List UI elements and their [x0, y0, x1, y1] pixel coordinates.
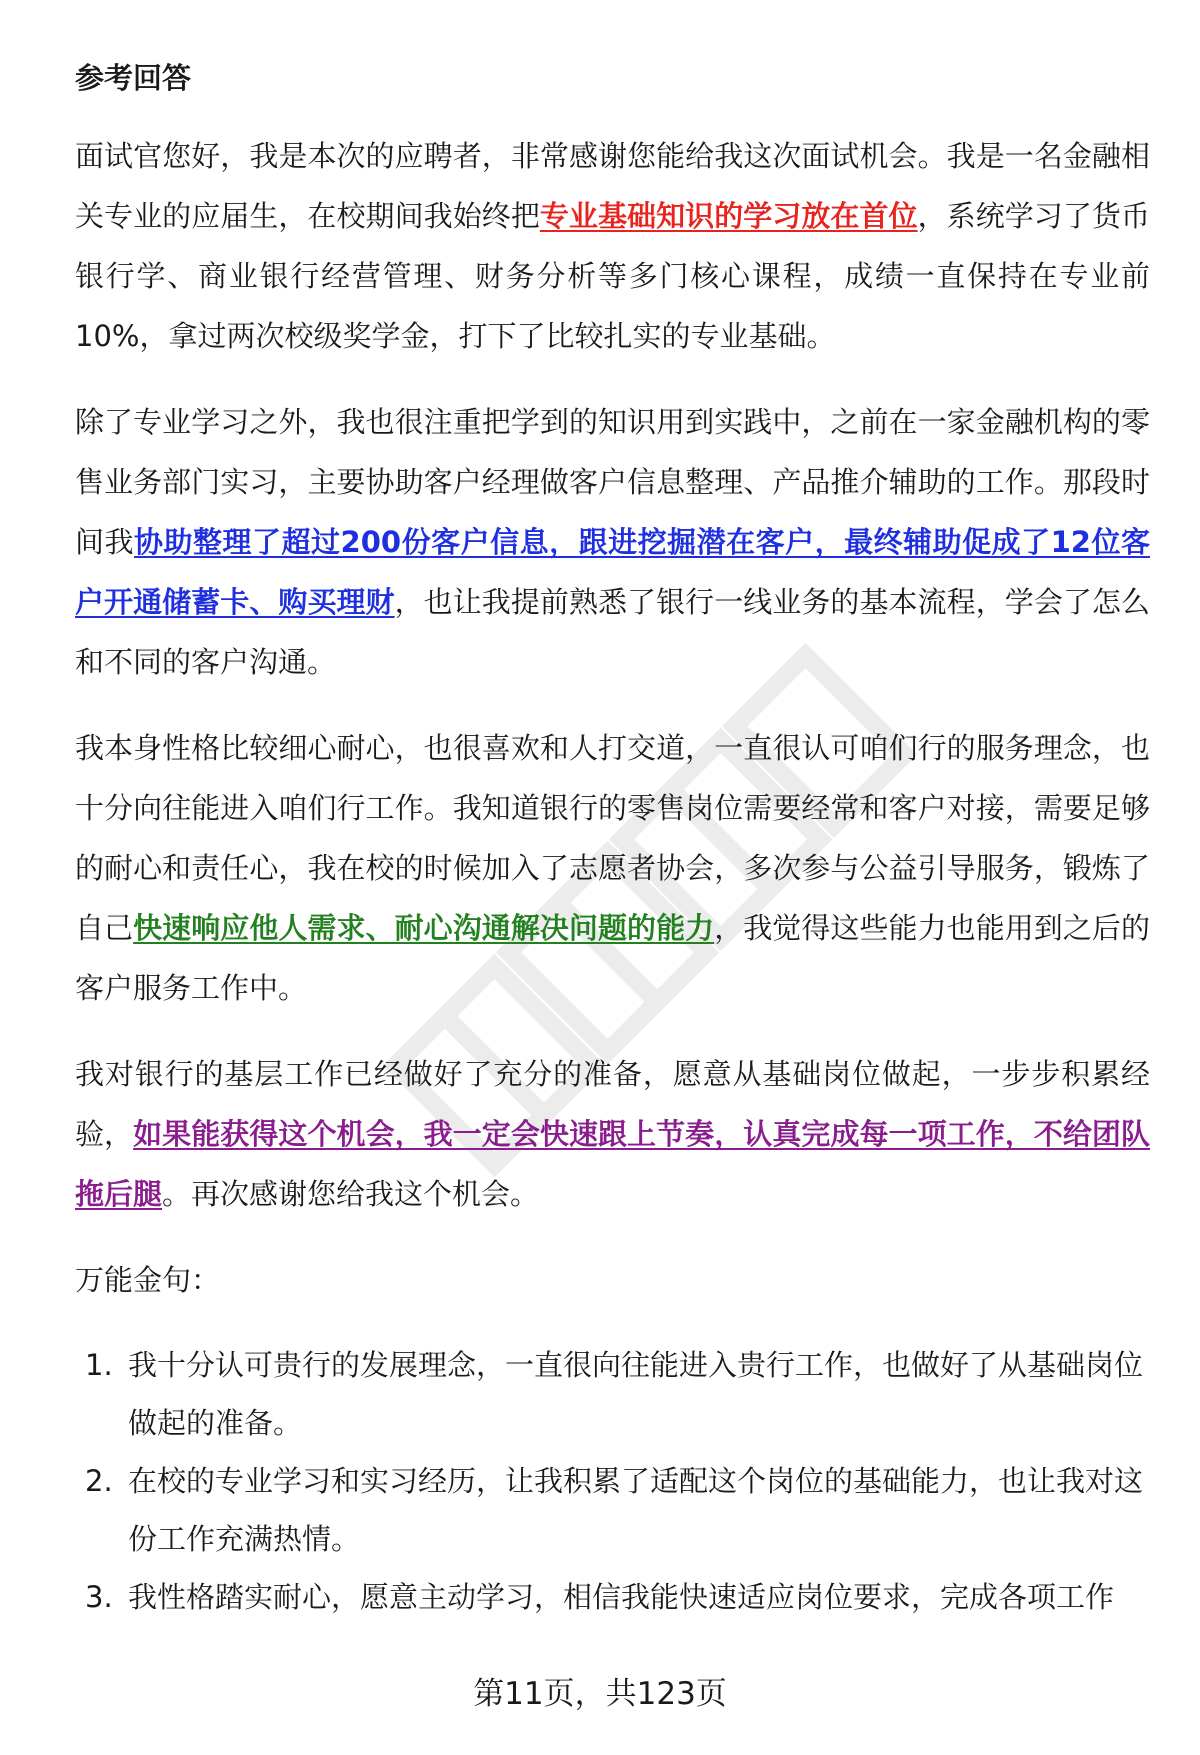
- list-number: 3.: [85, 1580, 113, 1614]
- text-run: 我对银行的基层工作已经做好了充分的准备，愿意从基础岗位做起，一步步积累经验，: [75, 1057, 1150, 1151]
- paragraph-internship: [75, 392, 1150, 692]
- highlight-blue: 协助整理了超过200份客户信息，跟进挖掘潜在客户，最终辅助促成了12位客户开通储蓄卡、购买理财: [75, 525, 1150, 619]
- text-run: 面试官您好，我是本次的应聘者，非常感谢您能给我这次面试机会。我是一名金融相关专业的应届生，在校期间我始终把: [75, 139, 1150, 233]
- highlight-purple: 如果能获得这个机会，我一定会快速跟上节奏，认真完成每一项工作，不给团队拖后腿: [75, 1117, 1150, 1211]
- text-run: ，我觉得这些能力也能用到之后的客户服务工作中。: [75, 911, 1150, 1005]
- list-number: 1.: [85, 1348, 113, 1382]
- list-number: 2.: [85, 1464, 113, 1498]
- list-item-text: 我性格踏实耐心，愿意主动学习，相信我能快速适应岗位要求，完成各项工作: [128, 1580, 1115, 1614]
- text-run: ，也让我提前熟悉了银行一线业务的基本流程，学会了怎么和不同的客户沟通。: [75, 585, 1150, 679]
- text-run: 我本身性格比较细心耐心，也很喜欢和人打交道，一直很认可咱们行的服务理念，也十分向往能进入咱们行工作。我知道银行的零售岗位需要经常和客户对接，需要足够的耐心和责任心，我在校的时候加入了志愿者协会，多次参与公益引导服务，锻炼了自己: [75, 731, 1150, 945]
- list-item: [75, 1452, 1150, 1568]
- text-run: 除了专业学习之外，我也很注重把学到的知识用到实践中，之前在一家金融机构的零售业务部门实习，主要协助客户经理做客户信息整理、产品推介辅助的工作。那段时间我: [75, 405, 1150, 559]
- page-number-footer: 第11页，共123页: [473, 1676, 727, 1712]
- text-run: ，系统学习了货币银行学、商业银行经营管理、财务分析等多门核心课程，成绩一直保持在专业前10%，拿过两次校级奖学金，打下了比较扎实的专业基础。: [75, 199, 1150, 353]
- paragraph-intro: [75, 126, 1150, 366]
- highlight-red: 专业基础知识的学习放在首位: [539, 199, 918, 233]
- paragraph-personality: [75, 718, 1150, 1018]
- document-page: [75, 58, 1150, 1626]
- section-heading: 参考回答: [75, 61, 192, 95]
- list-item-text: 在校的专业学习和实习经历，让我积累了适配这个岗位的基础能力，也让我对这份工作充满热情。: [128, 1464, 1144, 1556]
- paragraph-closing: [75, 1044, 1150, 1224]
- text-run: 。再次感谢您给我这个机会。: [162, 1177, 540, 1211]
- list-item-text: 我十分认可贵行的发展理念，一直很向往能进入贵行工作，也做好了从基础岗位做起的准备。: [128, 1348, 1144, 1440]
- list-item: [75, 1336, 1150, 1452]
- paragraph-golden-phrases-label: 万能金句：: [75, 1263, 221, 1297]
- list-item: [75, 1568, 1150, 1626]
- highlight-green: 快速响应他人需求、耐心沟通解决问题的能力: [133, 911, 715, 945]
- golden-phrases-list: [75, 1336, 1150, 1626]
